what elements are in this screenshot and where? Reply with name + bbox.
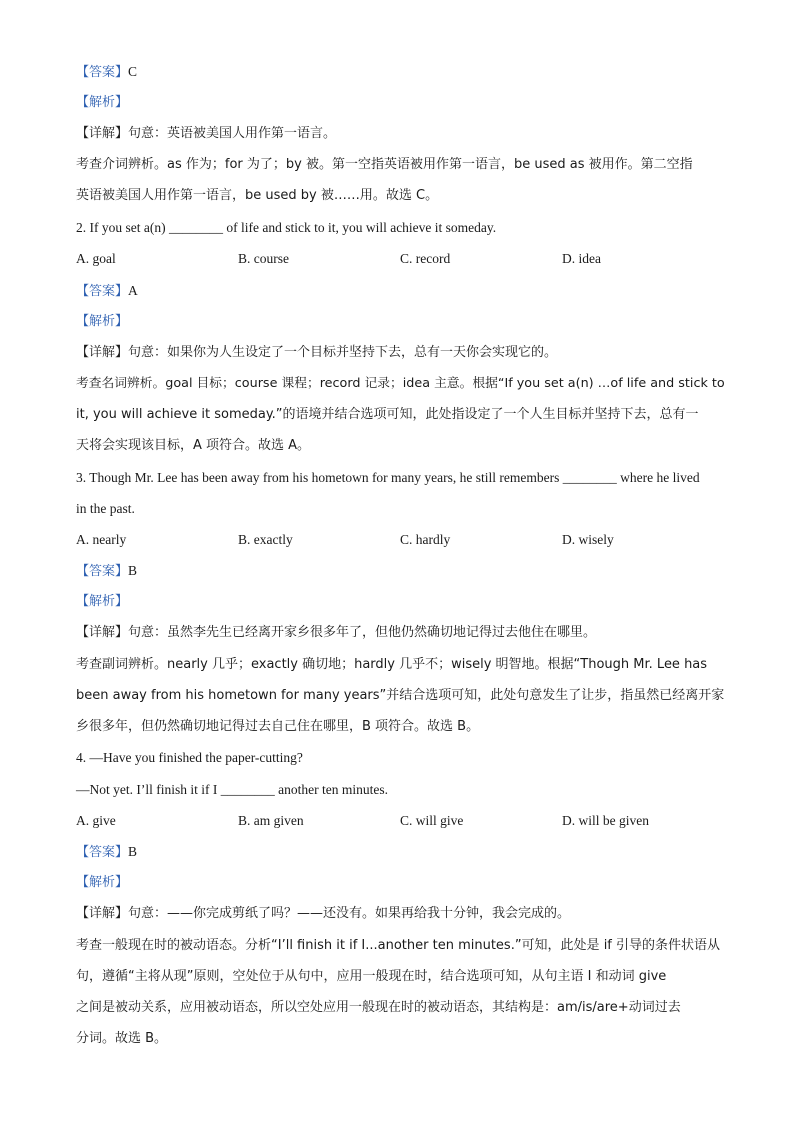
q1-analysis-label bbox=[76, 94, 726, 112]
q2-analysis-label bbox=[76, 313, 726, 331]
q2-stem: 2. If you set a(n) ________ of life and stick to it, you will achieve it someday. bbox=[76, 220, 497, 235]
q4-answer bbox=[76, 843, 726, 862]
q2-option-b: B. course bbox=[238, 251, 289, 266]
q4-detail-line-1: 【详解】句意：——你完成剪纸了吗？——还没有。如果再给我十分钟，我会完成的。 bbox=[76, 906, 571, 921]
q2-detail-line-4: 天将会实现该目标，A 项符合。故选 A。 bbox=[76, 438, 311, 453]
q2-option-a: A. goal bbox=[76, 251, 116, 266]
answer-label: 【答案】 bbox=[76, 65, 129, 80]
q4-option-a: A. give bbox=[76, 813, 116, 828]
q4-detail-line-5: 分词。故选 B。 bbox=[76, 1031, 168, 1046]
q3-stem-line-1: 3. Though Mr. Lee has been away from his hometown for many years, he still remembers ________ where he lived bbox=[76, 470, 700, 485]
q3-option-d: D. wisely bbox=[562, 532, 614, 547]
q3-detail-line-1: 【详解】句意：虽然李先生已经离开家乡很多年了，但他仍然确切地记得过去他住在哪里。 bbox=[76, 625, 597, 640]
q3-detail-line-3: been away from his hometown for many years”并结合选项可知，此处句意发生了让步，指虽然已经离开家 bbox=[76, 688, 725, 703]
analysis-label: 【解析】 bbox=[76, 594, 129, 609]
q1-detail-line-3: 英语被美国人用作第一语言，be used by 被……用。故选 C。 bbox=[76, 188, 439, 203]
q3-option-c: C. hardly bbox=[400, 532, 451, 547]
answer-value: C bbox=[128, 64, 138, 79]
q2-detail-line-3: it, you will achieve it someday.”的语境并结合选项可知，此处指设定了一个人生目标并坚持下去，总有一 bbox=[76, 407, 699, 422]
answer-value: A bbox=[128, 283, 138, 298]
q3-detail-line-4: 乡很多年，但仍然确切地记得过去自己住在哪里，B 项符合。故选 B。 bbox=[76, 719, 480, 734]
q2-option-c: C. record bbox=[400, 251, 451, 266]
q3-stem-line-2: in the past. bbox=[76, 501, 135, 516]
q4-analysis-label bbox=[76, 874, 726, 892]
answer-label: 【答案】 bbox=[76, 845, 129, 860]
answer-label: 【答案】 bbox=[76, 284, 129, 299]
q3-answer bbox=[76, 562, 726, 581]
q2-detail-line-1: 【详解】句意：如果你为人生设定了一个目标并坚持下去，总有一天你会实现它的。 bbox=[76, 345, 558, 360]
q1-detail-line-2: 考查介词辨析。as 作为；for 为了；by 被。第一空指英语被用作第一语言，be used as 被用作。第二空指 bbox=[76, 157, 693, 172]
analysis-label: 【解析】 bbox=[76, 95, 129, 110]
q4-detail-line-4: 之间是被动关系，应用被动语态，所以空处应用一般现在时的被动语态，其结构是：am/is/are+动词过去 bbox=[76, 1000, 681, 1015]
q3-option-b: B. exactly bbox=[238, 532, 293, 547]
answer-label: 【答案】 bbox=[76, 564, 129, 579]
q3-detail-line-2: 考查副词辨析。nearly 几乎；exactly 确切地；hardly 几乎不；wisely 明智地。根据“Though Mr. Lee has bbox=[76, 657, 708, 672]
q4-option-d: D. will be given bbox=[562, 813, 649, 828]
q3-option-a: A. nearly bbox=[76, 532, 127, 547]
q4-detail-line-2: 考查一般现在时的被动语态。分析“I’ll finish it if I...another ten minutes.”可知，此处是 if 引导的条件状语从 bbox=[76, 938, 721, 953]
q4-option-b: B. am given bbox=[238, 813, 304, 828]
answer-value: B bbox=[128, 844, 138, 859]
q4-stem-line-2: —Not yet. I’ll finish it if I ________ another ten minutes. bbox=[76, 782, 388, 797]
q1-answer bbox=[76, 63, 726, 82]
analysis-label: 【解析】 bbox=[76, 875, 129, 890]
q1-detail-line-1: 【详解】句意：英语被美国人用作第一语言。 bbox=[76, 126, 337, 141]
analysis-label: 【解析】 bbox=[76, 314, 129, 329]
q3-analysis-label bbox=[76, 593, 726, 611]
q2-answer bbox=[76, 282, 726, 301]
q2-detail-line-2: 考查名词辨析。goal 目标；course 课程；record 记录；idea 主意。根据“If you set a(n) …of life and stick to bbox=[76, 376, 725, 391]
q4-stem-line-1: 4. —Have you finished the paper-cutting? bbox=[76, 750, 303, 765]
q4-option-c: C. will give bbox=[400, 813, 464, 828]
q4-detail-line-3: 句，遵循“主将从现”原则，空处位于从句中，应用一般现在时，结合选项可知，从句主语 I 和动词 give bbox=[76, 969, 667, 984]
q2-option-d: D. idea bbox=[562, 251, 601, 266]
answer-value: B bbox=[128, 563, 138, 578]
